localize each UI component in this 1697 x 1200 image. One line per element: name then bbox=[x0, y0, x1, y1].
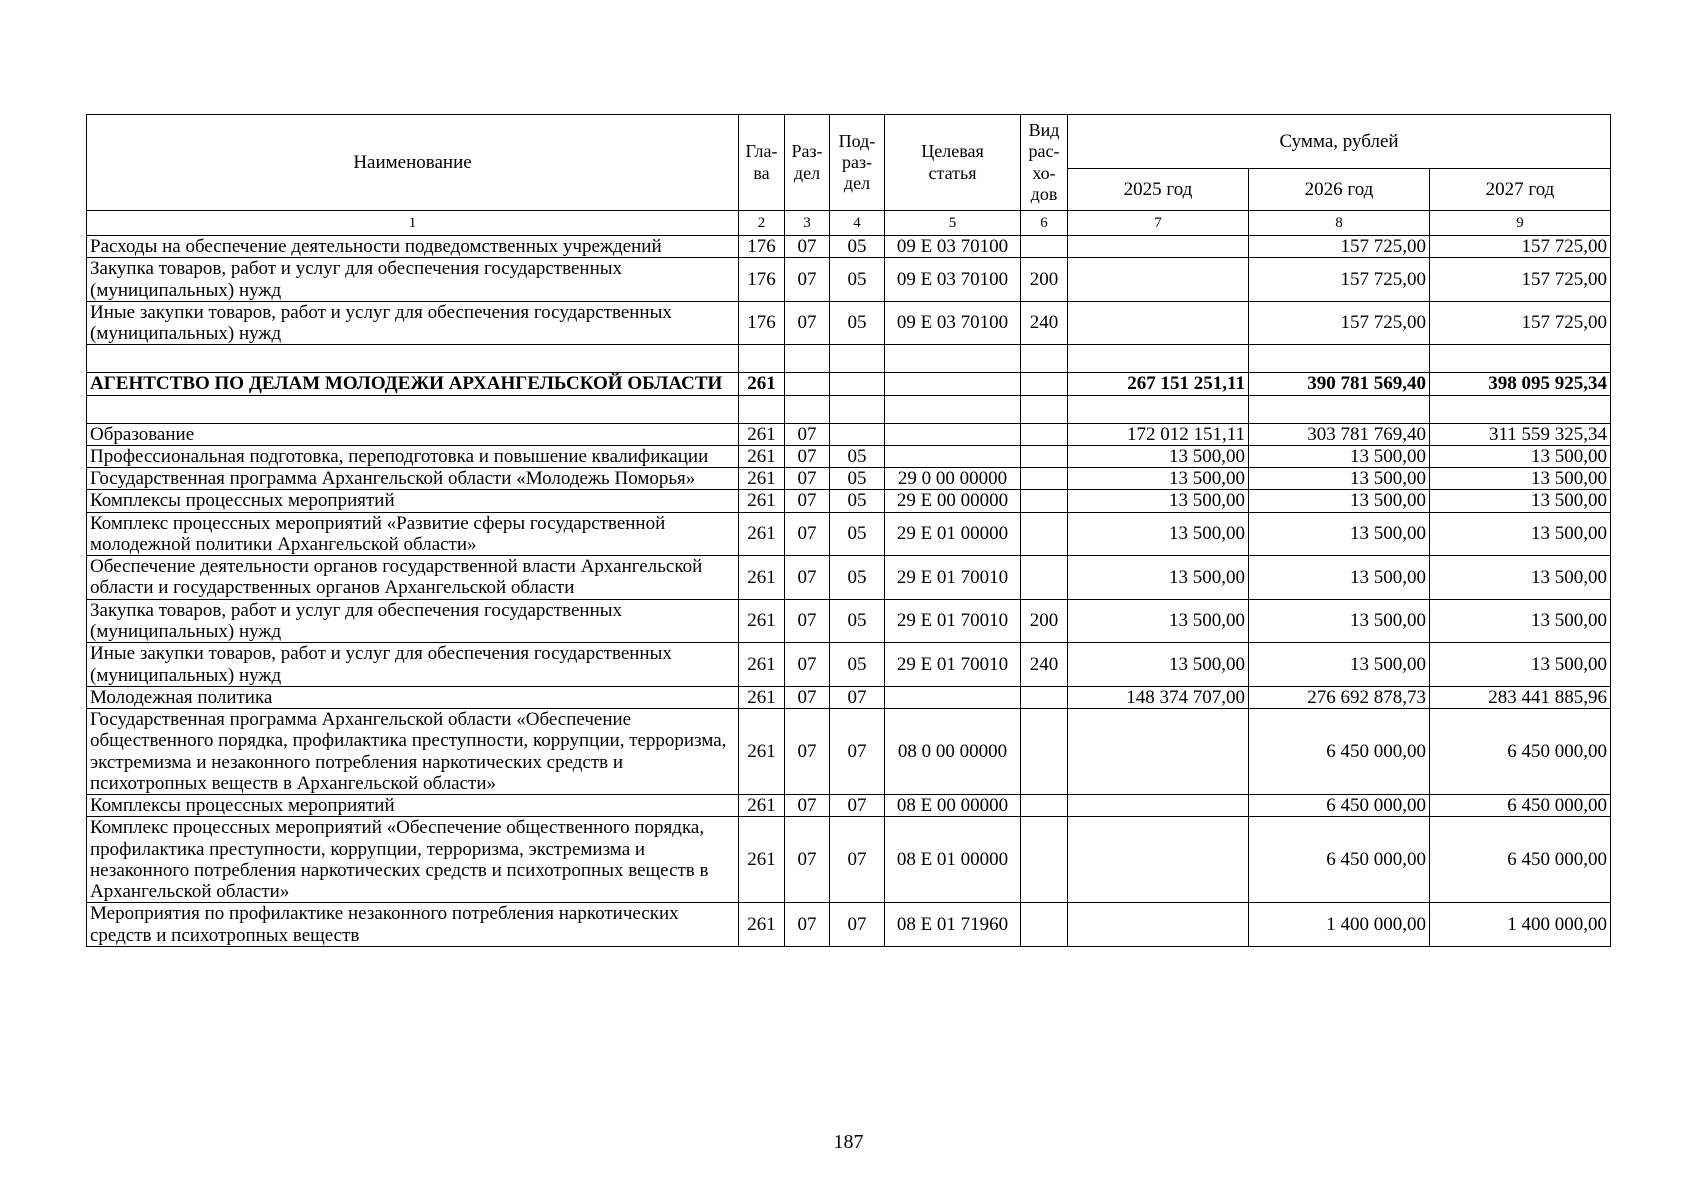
row-sum-2025: 13 500,00 bbox=[1068, 445, 1249, 467]
table-row bbox=[87, 490, 1611, 512]
row-sum-2027: 283 441 885,96 bbox=[1430, 686, 1611, 708]
row-podrazdel: 05 bbox=[830, 301, 885, 345]
row-podrazdel bbox=[830, 373, 885, 395]
row-celevaya: 09 Е 03 70100 bbox=[885, 301, 1021, 345]
row-sum-2026: 6 450 000,00 bbox=[1249, 709, 1430, 795]
row-sum-2026: 13 500,00 bbox=[1249, 599, 1430, 643]
row-name: Иные закупки товаров, работ и услуг для обеспечения государственных (муниципальных) нужд bbox=[87, 301, 739, 345]
row-celevaya: 08 Е 01 71960 bbox=[885, 903, 1021, 947]
row-sum-2026: 13 500,00 bbox=[1249, 468, 1430, 490]
row-vid bbox=[1021, 795, 1068, 817]
row-name: Иные закупки товаров, работ и услуг для обеспечения государственных (муниципальных) нужд bbox=[87, 643, 739, 687]
row-name bbox=[87, 395, 739, 423]
row-name: Комплексы процессных мероприятий bbox=[87, 795, 739, 817]
row-sum-2025: 267 151 251,11 bbox=[1068, 373, 1249, 395]
table-row bbox=[87, 445, 1611, 467]
row-sum-2026 bbox=[1249, 345, 1430, 373]
row-sum-2025 bbox=[1068, 903, 1249, 947]
row-sum-2026: 13 500,00 bbox=[1249, 445, 1430, 467]
table-row bbox=[87, 903, 1611, 947]
row-sum-2025: 13 500,00 bbox=[1068, 468, 1249, 490]
row-podrazdel: 07 bbox=[830, 686, 885, 708]
row-sum-2026: 13 500,00 bbox=[1249, 512, 1430, 556]
row-sum-2027: 311 559 325,34 bbox=[1430, 423, 1611, 445]
row-name: Комплекс процессных мероприятий «Обеспечение общественного порядка, профилактика преступности, коррупции, терроризма, экстремизма и незаконного потребления наркотических средств и психотропных веществ в Архангельской области» bbox=[87, 817, 739, 903]
row-razdel: 07 bbox=[785, 301, 830, 345]
row-name: Обеспечение деятельности органов государственной власти Архангельской области и государственных органов Архангельской области bbox=[87, 556, 739, 600]
table-row bbox=[87, 599, 1611, 643]
row-name: Комплексы процессных мероприятий bbox=[87, 490, 739, 512]
table-row bbox=[87, 643, 1611, 687]
row-razdel: 07 bbox=[785, 445, 830, 467]
column-number: 4 bbox=[830, 211, 885, 236]
row-sum-2027: 13 500,00 bbox=[1430, 643, 1611, 687]
row-sum-2027: 13 500,00 bbox=[1430, 512, 1611, 556]
row-glava bbox=[739, 395, 785, 423]
column-number: 3 bbox=[785, 211, 830, 236]
row-name: Образование bbox=[87, 423, 739, 445]
row-razdel: 07 bbox=[785, 258, 830, 302]
row-vid: 240 bbox=[1021, 301, 1068, 345]
row-podrazdel: 05 bbox=[830, 445, 885, 467]
row-podrazdel: 05 bbox=[830, 599, 885, 643]
row-vid bbox=[1021, 445, 1068, 467]
row-sum-2025: 172 012 151,11 bbox=[1068, 423, 1249, 445]
header-celevaya bbox=[885, 115, 1021, 211]
row-glava: 261 bbox=[739, 556, 785, 600]
row-razdel: 07 bbox=[785, 490, 830, 512]
row-vid bbox=[1021, 817, 1068, 903]
row-vid: 240 bbox=[1021, 643, 1068, 687]
row-sum-2026: 390 781 569,40 bbox=[1249, 373, 1430, 395]
row-glava: 261 bbox=[739, 817, 785, 903]
row-sum-2025 bbox=[1068, 795, 1249, 817]
table-row bbox=[87, 817, 1611, 903]
row-name: Расходы на обеспечение деятельности подведомственных учреждений bbox=[87, 236, 739, 258]
header-podrazdel-label: Под- раз- дел bbox=[838, 130, 876, 194]
header-razdel bbox=[785, 115, 830, 211]
row-sum-2027 bbox=[1430, 345, 1611, 373]
row-sum-2025: 13 500,00 bbox=[1068, 512, 1249, 556]
row-sum-2026: 1 400 000,00 bbox=[1249, 903, 1430, 947]
row-vid bbox=[1021, 556, 1068, 600]
row-name bbox=[87, 345, 739, 373]
row-glava: 261 bbox=[739, 686, 785, 708]
row-vid bbox=[1021, 423, 1068, 445]
row-name: Государственная программа Архангельской области «Молодежь Поморья» bbox=[87, 468, 739, 490]
row-glava: 176 bbox=[739, 301, 785, 345]
row-glava: 261 bbox=[739, 903, 785, 947]
row-sum-2027: 13 500,00 bbox=[1430, 468, 1611, 490]
row-sum-2027: 398 095 925,34 bbox=[1430, 373, 1611, 395]
row-sum-2026: 157 725,00 bbox=[1249, 258, 1430, 302]
column-number: 1 bbox=[87, 211, 739, 236]
row-sum-2026 bbox=[1249, 395, 1430, 423]
row-podrazdel: 05 bbox=[830, 258, 885, 302]
row-sum-2027: 6 450 000,00 bbox=[1430, 817, 1611, 903]
row-sum-2025 bbox=[1068, 258, 1249, 302]
column-number: 7 bbox=[1068, 211, 1249, 236]
header-glava-label: Гла- ва bbox=[745, 141, 778, 183]
table-row bbox=[87, 373, 1611, 395]
row-glava: 261 bbox=[739, 643, 785, 687]
row-celevaya bbox=[885, 395, 1021, 423]
row-razdel bbox=[785, 345, 830, 373]
row-podrazdel: 05 bbox=[830, 643, 885, 687]
row-vid bbox=[1021, 395, 1068, 423]
budget-table bbox=[86, 114, 1611, 947]
column-numbers-row bbox=[87, 211, 1611, 236]
header-celevaya-label: Целевая статья bbox=[921, 141, 984, 183]
row-vid: 200 bbox=[1021, 258, 1068, 302]
row-podrazdel bbox=[830, 395, 885, 423]
row-sum-2027: 1 400 000,00 bbox=[1430, 903, 1611, 947]
row-sum-2026: 157 725,00 bbox=[1249, 236, 1430, 258]
row-sum-2025: 13 500,00 bbox=[1068, 490, 1249, 512]
row-glava: 261 bbox=[739, 373, 785, 395]
row-name: Мероприятия по профилактике незаконного потребления наркотических средств и психотропных веществ bbox=[87, 903, 739, 947]
row-vid bbox=[1021, 373, 1068, 395]
row-name: АГЕНТСТВО ПО ДЕЛАМ МОЛОДЕЖИ АРХАНГЕЛЬСКОЙ ОБЛАСТИ bbox=[87, 373, 739, 395]
row-glava: 261 bbox=[739, 468, 785, 490]
row-sum-2027: 13 500,00 bbox=[1430, 599, 1611, 643]
row-podrazdel bbox=[830, 423, 885, 445]
header-2025: 2025 год bbox=[1068, 169, 1249, 211]
row-podrazdel: 07 bbox=[830, 709, 885, 795]
row-sum-2025 bbox=[1068, 395, 1249, 423]
row-celevaya: 08 Е 01 00000 bbox=[885, 817, 1021, 903]
row-sum-2026: 157 725,00 bbox=[1249, 301, 1430, 345]
row-glava: 261 bbox=[739, 423, 785, 445]
table-row bbox=[87, 512, 1611, 556]
row-celevaya bbox=[885, 373, 1021, 395]
header-summa: Сумма, рублей bbox=[1068, 115, 1611, 169]
row-podrazdel: 05 bbox=[830, 468, 885, 490]
row-celevaya bbox=[885, 445, 1021, 467]
row-glava: 176 bbox=[739, 236, 785, 258]
column-number: 2 bbox=[739, 211, 785, 236]
row-glava: 176 bbox=[739, 258, 785, 302]
row-glava: 261 bbox=[739, 445, 785, 467]
row-sum-2027: 157 725,00 bbox=[1430, 258, 1611, 302]
header-2027: 2027 год bbox=[1430, 169, 1611, 211]
row-podrazdel: 05 bbox=[830, 512, 885, 556]
spacer-row bbox=[87, 395, 1611, 423]
row-celevaya bbox=[885, 423, 1021, 445]
column-number: 9 bbox=[1430, 211, 1611, 236]
header-podrazdel bbox=[830, 115, 885, 211]
row-name: Молодежная политика bbox=[87, 686, 739, 708]
table-row bbox=[87, 258, 1611, 302]
table-row bbox=[87, 236, 1611, 258]
row-sum-2027: 6 450 000,00 bbox=[1430, 709, 1611, 795]
column-number: 8 bbox=[1249, 211, 1430, 236]
row-celevaya: 29 0 00 00000 bbox=[885, 468, 1021, 490]
row-sum-2027: 13 500,00 bbox=[1430, 445, 1611, 467]
row-vid bbox=[1021, 686, 1068, 708]
column-number: 6 bbox=[1021, 211, 1068, 236]
row-vid bbox=[1021, 512, 1068, 556]
column-number: 5 bbox=[885, 211, 1021, 236]
row-sum-2027 bbox=[1430, 395, 1611, 423]
row-sum-2026: 303 781 769,40 bbox=[1249, 423, 1430, 445]
row-glava: 261 bbox=[739, 795, 785, 817]
header-vid bbox=[1021, 115, 1068, 211]
row-vid bbox=[1021, 345, 1068, 373]
row-glava: 261 bbox=[739, 709, 785, 795]
row-podrazdel: 07 bbox=[830, 817, 885, 903]
row-sum-2026: 276 692 878,73 bbox=[1249, 686, 1430, 708]
header-2026: 2026 год bbox=[1249, 169, 1430, 211]
row-podrazdel: 05 bbox=[830, 556, 885, 600]
row-sum-2025 bbox=[1068, 709, 1249, 795]
row-razdel: 07 bbox=[785, 236, 830, 258]
table-row bbox=[87, 686, 1611, 708]
row-sum-2025 bbox=[1068, 301, 1249, 345]
row-celevaya bbox=[885, 345, 1021, 373]
row-sum-2025 bbox=[1068, 345, 1249, 373]
row-razdel: 07 bbox=[785, 686, 830, 708]
row-razdel: 07 bbox=[785, 599, 830, 643]
row-razdel bbox=[785, 373, 830, 395]
row-sum-2025: 13 500,00 bbox=[1068, 643, 1249, 687]
row-sum-2025: 13 500,00 bbox=[1068, 556, 1249, 600]
row-celevaya: 29 Е 01 00000 bbox=[885, 512, 1021, 556]
row-sum-2026: 13 500,00 bbox=[1249, 556, 1430, 600]
row-celevaya: 29 Е 01 70010 bbox=[885, 643, 1021, 687]
row-vid bbox=[1021, 468, 1068, 490]
row-sum-2025: 148 374 707,00 bbox=[1068, 686, 1249, 708]
table-row bbox=[87, 556, 1611, 600]
row-celevaya bbox=[885, 686, 1021, 708]
row-sum-2027: 157 725,00 bbox=[1430, 236, 1611, 258]
table-row bbox=[87, 468, 1611, 490]
row-razdel: 07 bbox=[785, 709, 830, 795]
table-body bbox=[87, 211, 1611, 947]
table-row bbox=[87, 423, 1611, 445]
row-razdel: 07 bbox=[785, 423, 830, 445]
header-glava bbox=[739, 115, 785, 211]
row-glava bbox=[739, 345, 785, 373]
row-name: Государственная программа Архангельской области «Обеспечение общественного порядка, профилактика преступности, коррупции, терроризма, экстремизма и незаконного потребления наркотических средств и психотропных веществ в Архангельской области» bbox=[87, 709, 739, 795]
row-celevaya: 29 Е 01 70010 bbox=[885, 556, 1021, 600]
row-sum-2026: 6 450 000,00 bbox=[1249, 817, 1430, 903]
spacer-row bbox=[87, 345, 1611, 373]
row-razdel: 07 bbox=[785, 556, 830, 600]
header-razdel-label: Раз- дел bbox=[791, 141, 823, 183]
table-row bbox=[87, 795, 1611, 817]
row-razdel: 07 bbox=[785, 468, 830, 490]
row-razdel: 07 bbox=[785, 643, 830, 687]
row-podrazdel: 07 bbox=[830, 903, 885, 947]
row-sum-2027: 13 500,00 bbox=[1430, 490, 1611, 512]
row-sum-2025: 13 500,00 bbox=[1068, 599, 1249, 643]
row-podrazdel: 07 bbox=[830, 795, 885, 817]
row-celevaya: 29 Е 01 70010 bbox=[885, 599, 1021, 643]
row-vid bbox=[1021, 709, 1068, 795]
row-sum-2025 bbox=[1068, 817, 1249, 903]
row-sum-2027: 6 450 000,00 bbox=[1430, 795, 1611, 817]
row-podrazdel bbox=[830, 345, 885, 373]
row-sum-2026: 13 500,00 bbox=[1249, 490, 1430, 512]
page-number: 187 bbox=[833, 1131, 864, 1153]
row-glava: 261 bbox=[739, 599, 785, 643]
row-vid bbox=[1021, 236, 1068, 258]
row-sum-2025 bbox=[1068, 236, 1249, 258]
header-name: Наименование bbox=[87, 115, 739, 211]
row-glava: 261 bbox=[739, 490, 785, 512]
row-name: Комплекс процессных мероприятий «Развитие сферы государственной молодежной политики Архангельской области» bbox=[87, 512, 739, 556]
row-podrazdel: 05 bbox=[830, 236, 885, 258]
row-celevaya: 08 0 00 00000 bbox=[885, 709, 1021, 795]
row-name: Закупка товаров, работ и услуг для обеспечения государственных (муниципальных) нужд bbox=[87, 599, 739, 643]
row-sum-2027: 157 725,00 bbox=[1430, 301, 1611, 345]
row-podrazdel: 05 bbox=[830, 490, 885, 512]
table-row bbox=[87, 709, 1611, 795]
row-sum-2026: 6 450 000,00 bbox=[1249, 795, 1430, 817]
row-razdel: 07 bbox=[785, 512, 830, 556]
row-celevaya: 09 Е 03 70100 bbox=[885, 258, 1021, 302]
row-celevaya: 09 Е 03 70100 bbox=[885, 236, 1021, 258]
row-celevaya: 29 Е 00 00000 bbox=[885, 490, 1021, 512]
row-sum-2026: 13 500,00 bbox=[1249, 643, 1430, 687]
table-row bbox=[87, 301, 1611, 345]
row-razdel bbox=[785, 395, 830, 423]
row-razdel: 07 bbox=[785, 817, 830, 903]
row-vid bbox=[1021, 490, 1068, 512]
row-sum-2027: 13 500,00 bbox=[1430, 556, 1611, 600]
row-vid bbox=[1021, 903, 1068, 947]
row-razdel: 07 bbox=[785, 795, 830, 817]
row-vid: 200 bbox=[1021, 599, 1068, 643]
row-name: Закупка товаров, работ и услуг для обеспечения государственных (муниципальных) нужд bbox=[87, 258, 739, 302]
row-glava: 261 bbox=[739, 512, 785, 556]
row-celevaya: 08 Е 00 00000 bbox=[885, 795, 1021, 817]
row-razdel: 07 bbox=[785, 903, 830, 947]
row-name: Профессиональная подготовка, переподготовка и повышение квалификации bbox=[87, 445, 739, 467]
header-vid-label: Вид рас- хо- дов bbox=[1028, 120, 1060, 204]
